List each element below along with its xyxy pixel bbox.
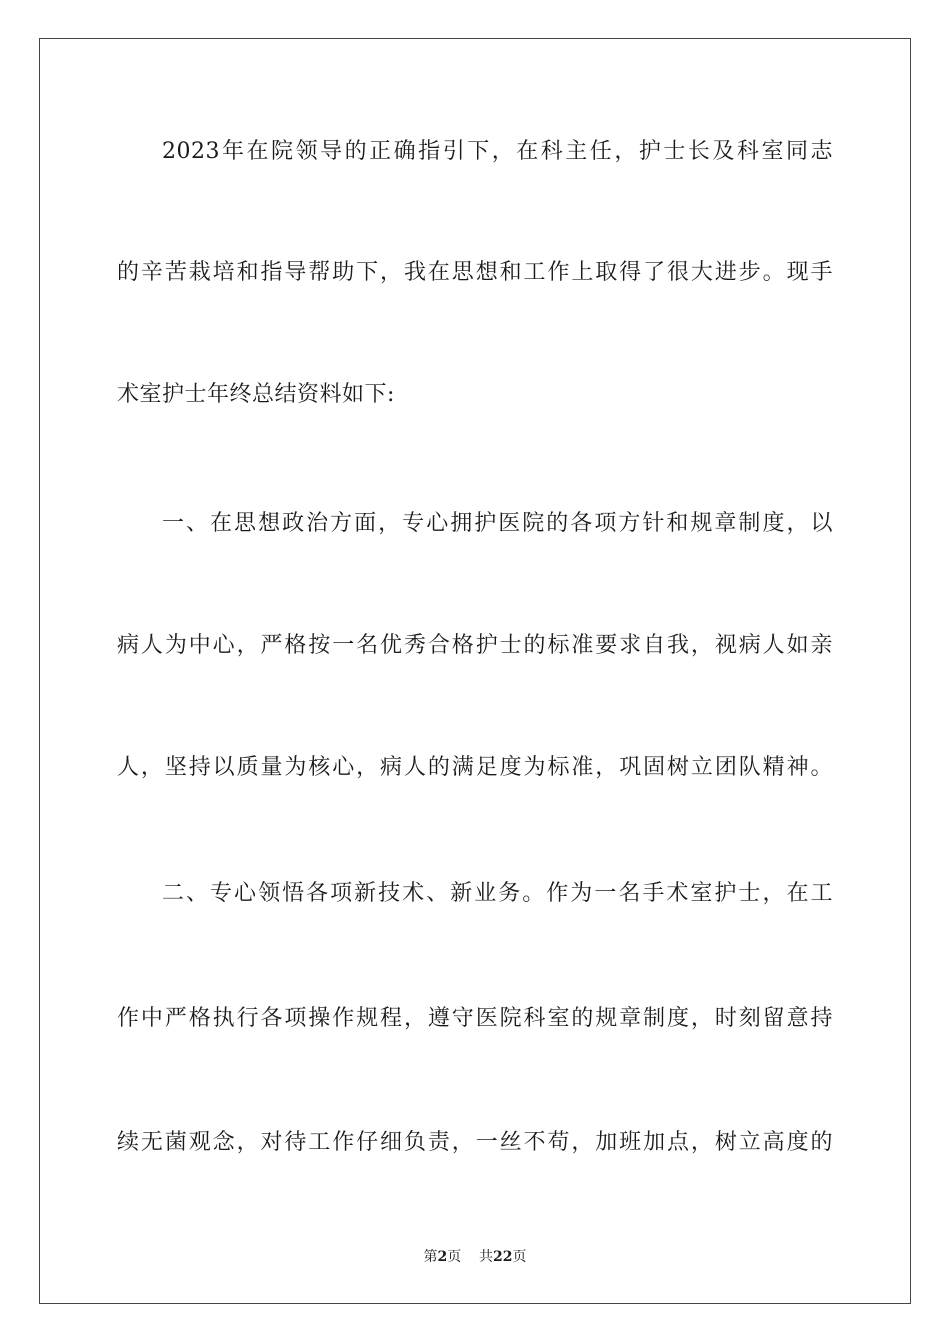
page-number: 2 bbox=[437, 1249, 448, 1265]
page-border bbox=[39, 38, 911, 1304]
total-label-suffix: 页 bbox=[512, 1249, 527, 1265]
paragraph-1-line-1: 2023年在院领导的正确指引下，在科主任，护士长及科室同志 bbox=[162, 139, 833, 164]
paragraph-2-line-2: 病人为中心，严格按一名优秀合格护士的标准要求自我，视病人如亲 bbox=[117, 633, 833, 658]
page-footer bbox=[0, 1248, 950, 1266]
page-label-prefix: 第 bbox=[423, 1249, 438, 1265]
paragraph-2-line-3: 人，坚持以质量为核心，病人的满足度为标准，巩固树立团队精神。 bbox=[117, 755, 833, 780]
paragraph-3-line-2: 作中严格执行各项操作规程，遵守医院科室的规章制度，时刻留意持 bbox=[117, 1006, 833, 1031]
total-label-prefix: 共 bbox=[479, 1249, 494, 1265]
paragraph-1-line-2: 的辛苦栽培和指导帮助下，我在思想和工作上取得了很大进步。现手 bbox=[117, 260, 833, 285]
paragraph-1-line-3: 术室护士年终总结资料如下: bbox=[117, 382, 395, 407]
page-label-suffix: 页 bbox=[447, 1249, 462, 1265]
paragraph-2-line-1: 一、在思想政治方面，专心拥护医院的各项方针和规章制度，以 bbox=[162, 511, 833, 536]
total-pages: 22 bbox=[493, 1249, 513, 1265]
paragraph-3-line-3: 续无菌观念，对待工作仔细负责，一丝不苟，加班加点，树立高度的 bbox=[117, 1130, 833, 1155]
paragraph-3-line-1: 二、专心领悟各项新技术、新业务。作为一名手术室护士，在工 bbox=[162, 881, 833, 906]
